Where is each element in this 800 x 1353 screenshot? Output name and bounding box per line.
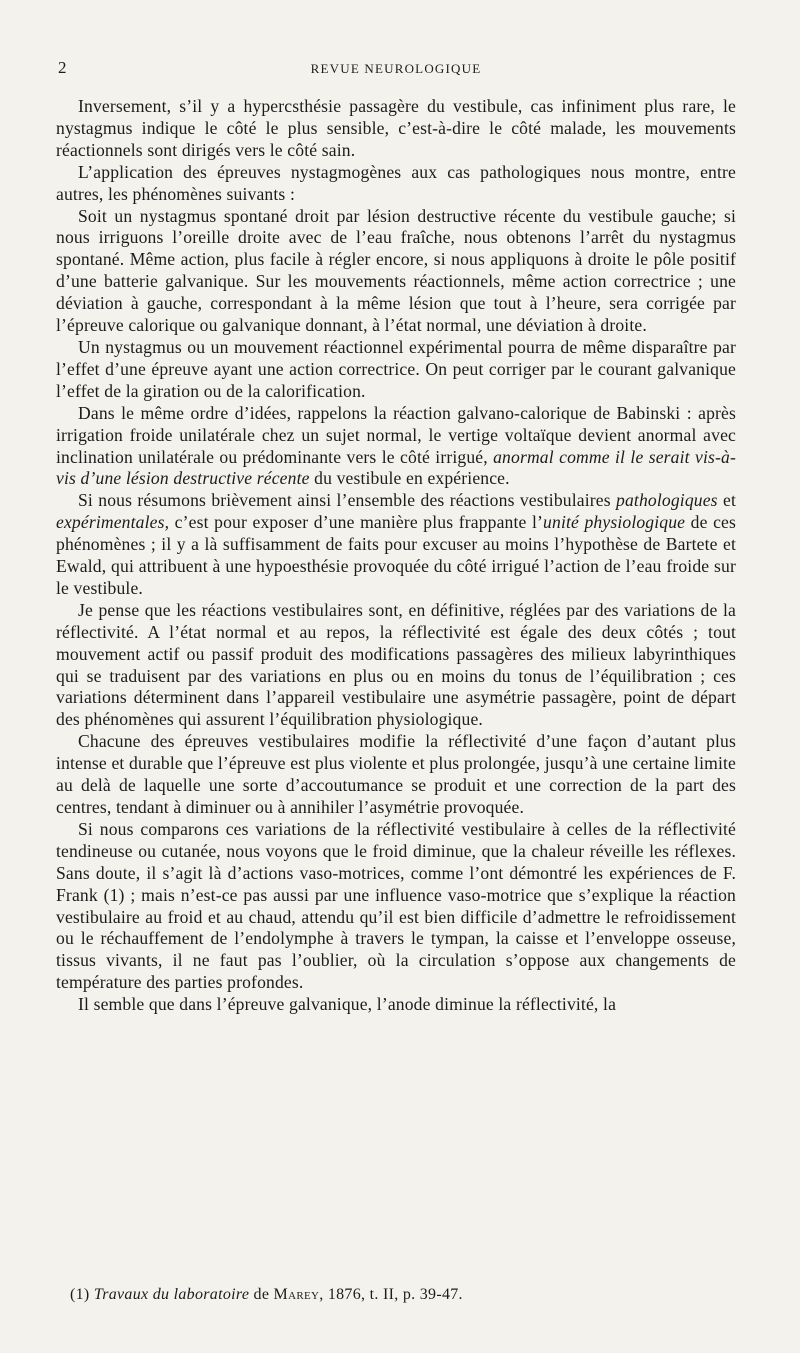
paragraph: Je pense que les réactions vestibulaires sont, en définitive, réglées par des variations de la réflectivité. A l’état normal et au repos, la réflectivité est égale des deux côtés ; tout mouvement actif ou passif produit des modifications passagères des milieux labyrinthiques qui se traduisent par des variations en plus ou en moins du tonus de l’équilibration ; ces variations déterminent dans l’appareil vestibulaire une asymétrie passagère, point de départ des phénomènes qui assurent l’équilibration physiologique. [56,599,736,730]
footnote-citation: , 1876, t. II, p. 39-47. [319,1286,463,1303]
paragraph: Inversement, s’il y a hypercsthésie passagère du vestibule, cas infiniment plus rare, le nystagmus indique le côté le plus sensible, c’est-à-dire le côté malade, les mouvements réactionnels sont dirigés vers le côté sain. [56,96,736,160]
paragraph: Soit un nystagmus spontané droit par lésion destructive récente du vestibule gauche; si nous irriguons l’oreille droite avec de l’eau fraîche, nous obtenons l’arrêt du nystagmus spontané. Même action, plus facile à régler encore, si nous appliquons à droite le pôle positif d’une batterie galvanique. Sur les mouvements réactionnels, même action correctrice ; une déviation à gauche, correspondant à la même lésion que tout à l’heure, sera corrigée par l’épreuve calorique ou galvanique donnant, à l’état normal, une déviation à droite. [56,205,736,336]
italic-phrase: expérimentales, [56,512,170,533]
article-body [56,96,736,1016]
footnote-connector: de [253,1286,270,1303]
running-head [56,58,736,82]
journal-title: REVUE NEUROLOGIQUE [310,61,482,76]
paragraph: Un nystagmus ou un mouvement réactionnel expérimental pourra de même disparaître par l’effet d’une épreuve ayant une action correctrice. On peut corriger par le courant galvanique l’effet de la giration ou de la calorification. [56,336,736,401]
footnote-marker: (1) [70,1286,90,1303]
page-number: 2 [58,58,67,77]
paragraph: L’application des épreuves nystagmogènes aux cas pathologiques nous montre, entre autres, les phénomènes suivants : [56,161,736,204]
footnote-title: Travaux du laboratoire [93,1286,250,1303]
paragraph: Il semble que dans l’épreuve galvanique, l’anode diminue la réflectivité, la [78,994,617,1015]
italic-phrase: anormal comme il le serait vis-à-vis d’une lésion destructive récente [56,446,736,489]
paragraph: Dans le même ordre d’idées, rappelons la réaction galvano-calorique de Babinski : après irrigation froide unilatérale chez un sujet normal, le vertige voltaïque devient anormal avec inclination unilatérale ou prédominante vers le côté irrigué, anormal comme il le serait vis-à-vis d’une lésion destructive récente du vestibule en expérience. [56,402,736,489]
italic-phrase: pathologiques [616,490,718,511]
paragraph: Si nous comparons ces variations de la réflectivité vestibulaire à celles de la réflectivité tendineuse ou cutanée, nous voyons que le froid diminue, que la chaleur réveille les réflexes. Sans doute, il s’agit là d’actions vaso-motrices, comme l’ont démontré les expériences de F. Frank (1) ; mais n’est-ce pas aussi par une influence vaso-motrice que s’explique la réaction vestibulaire au froid et au chaud, attendu qu’il est bien difficile d’admettre le refroidissement ou le réchauffement de l’endolymphe à travers le tympan, la caisse et l’enveloppe osseuse, tissus vivants, il ne faut pas l’oublier, où la circulation s’oppose aux changements de température des parties profondes. [56,818,736,993]
paragraph: Si nous résumons brièvement ainsi l’ensemble des réactions vestibulaires pathologiques et expérimentales, c’est pour exposer d’une manière plus frappante l’unité physiologique de ces phénomènes ; il y a là suffisamment de faits pour excuser au moins l’hypothèse de Bartete et Ewald, qui attribuent à une hypoesthésie provoquée du côté irrigué l’action de l’eau froide sur le vestibule. [56,490,736,598]
footnote-author: Marey [273,1286,320,1303]
italic-phrase: unité physiologique [543,512,686,533]
footnote [70,1286,463,1304]
paragraph: Chacune des épreuves vestibulaires modifie la réflectivité d’une façon d’autant plus intense et durable que l’épreuve est plus violente et plus prolongée, jusqu’à une certaine limite au delà de laquelle une sorte d’accoutumance se produit et une correction de la part des centres, tendant à diminuer ou à annihiler l’asymétrie provoquée. [56,731,736,817]
page [56,58,736,1303]
